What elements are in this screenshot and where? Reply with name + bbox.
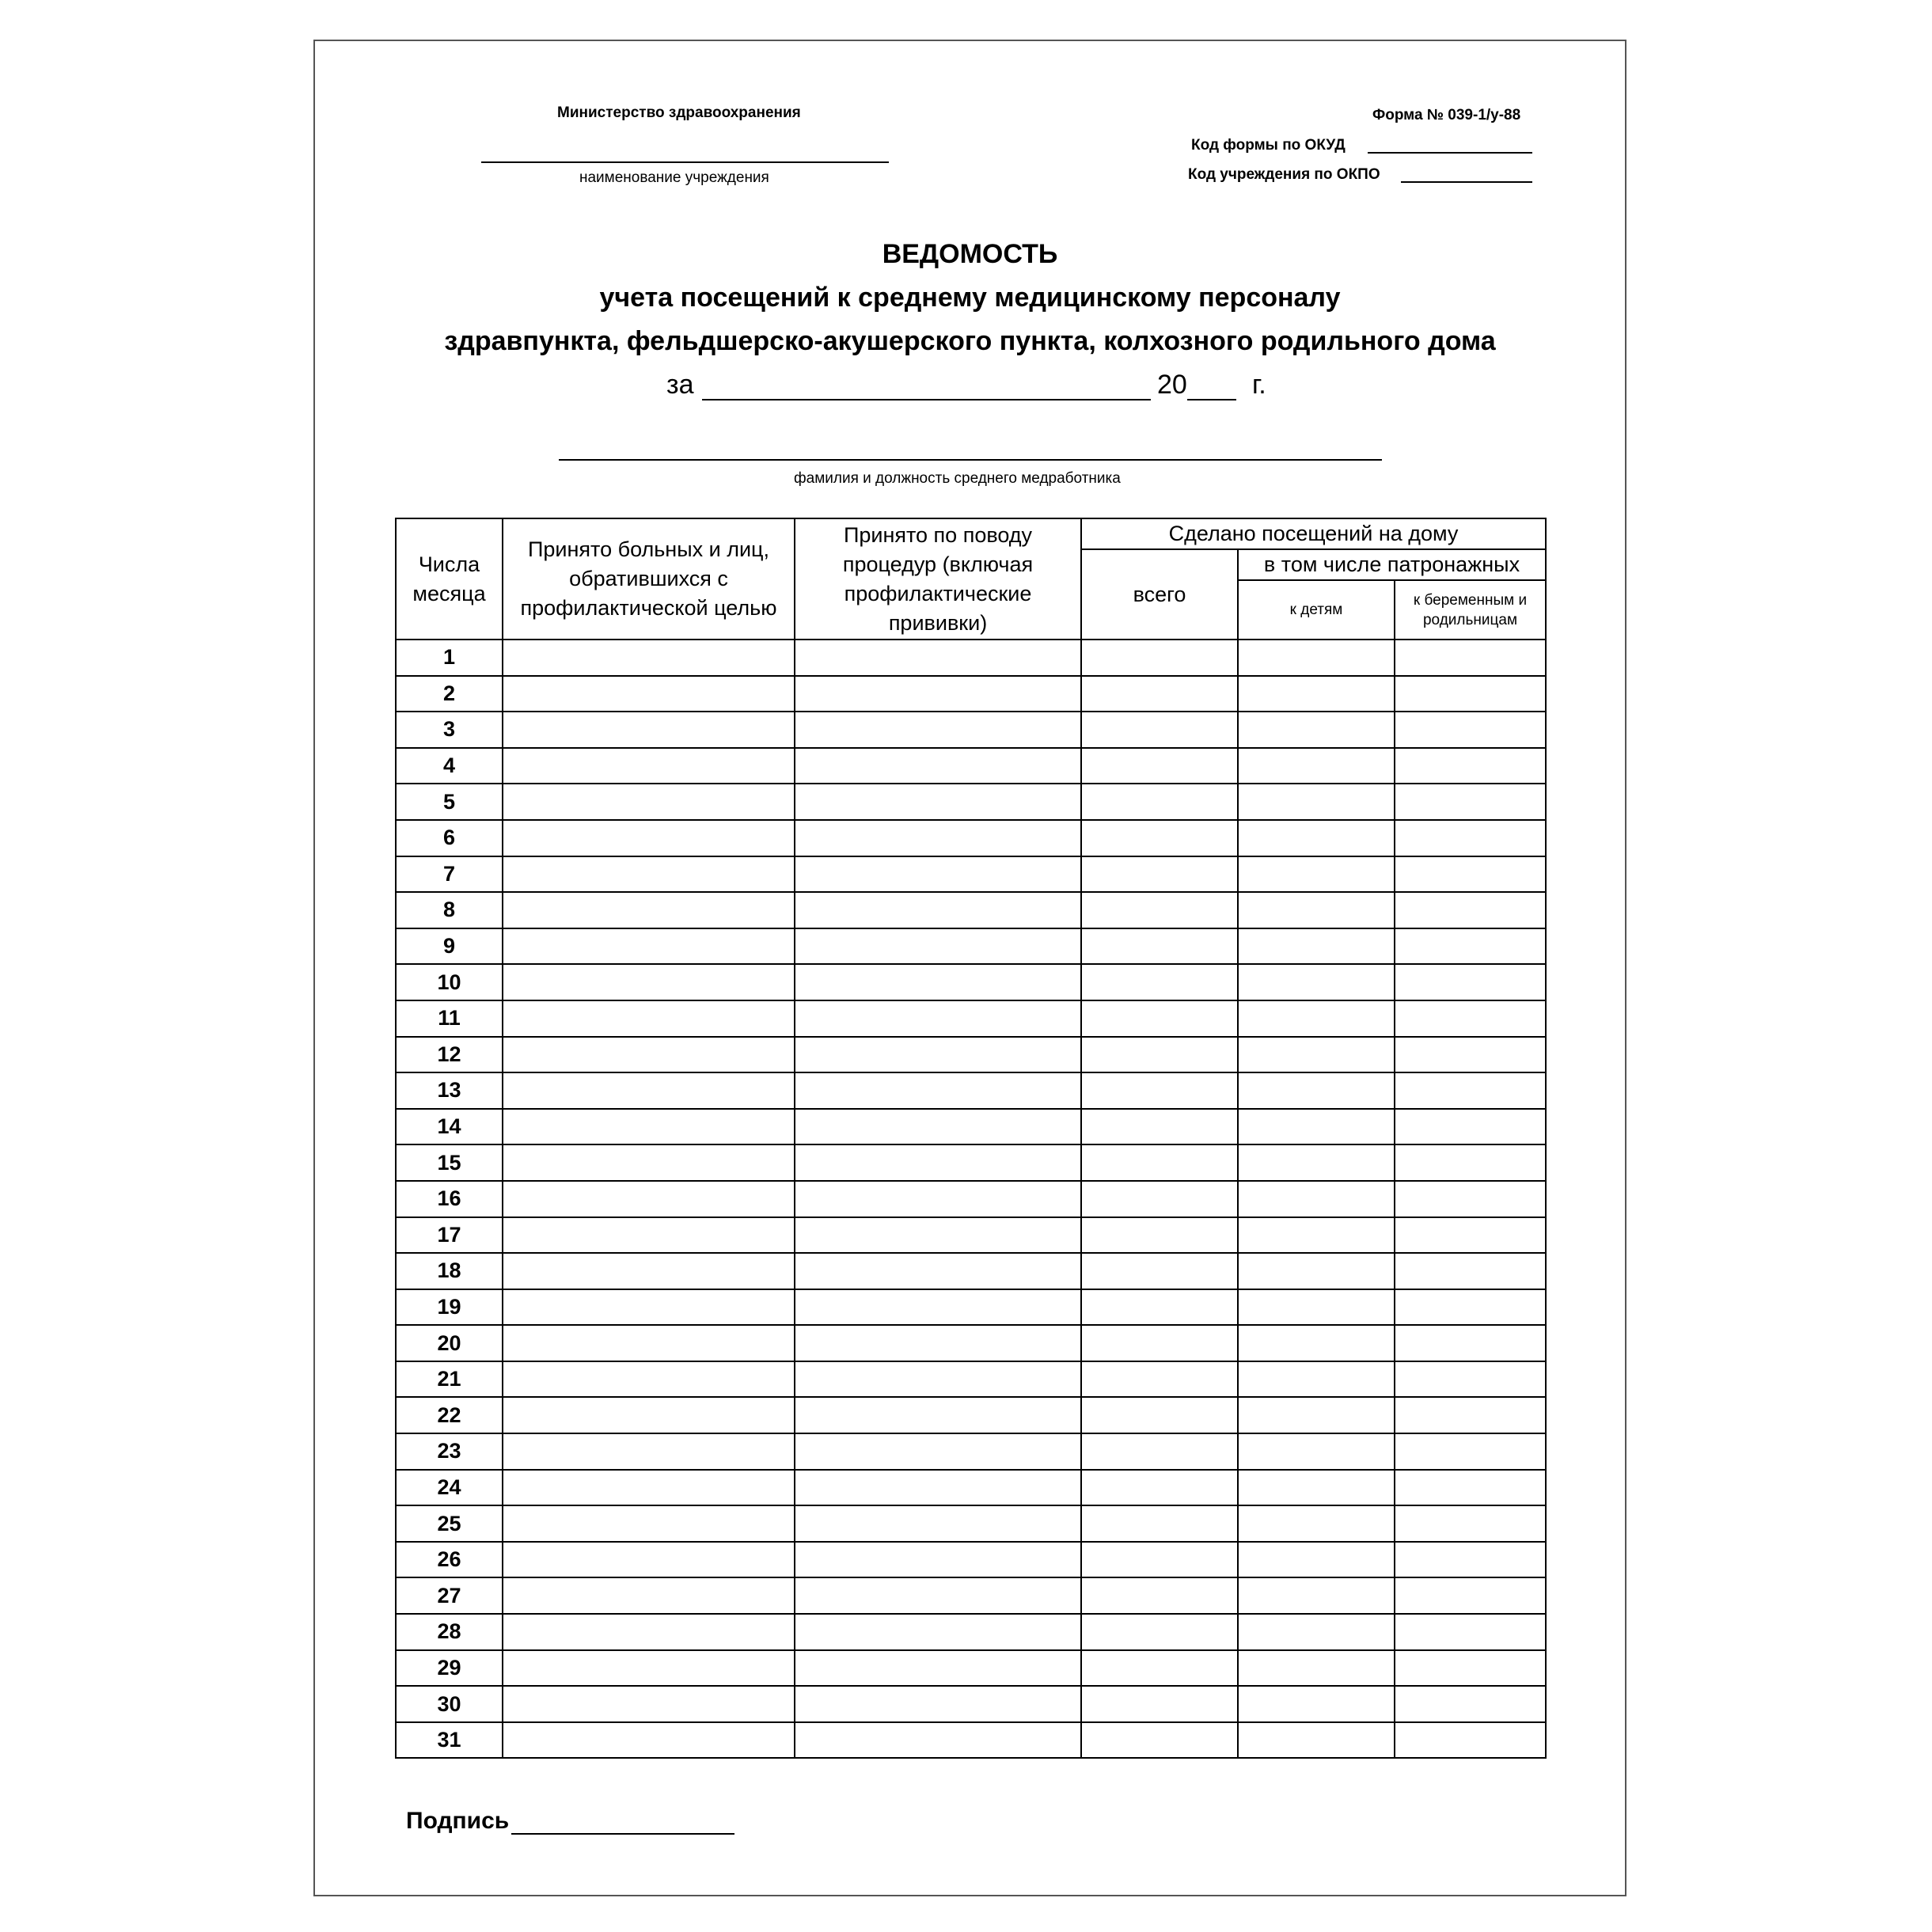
day-number: 8: [396, 892, 503, 928]
procedures-cell[interactable]: [795, 1361, 1081, 1398]
signature-label: Подпись: [406, 1808, 510, 1834]
pregnant-visits-cell[interactable]: [1395, 748, 1546, 784]
total-visits-cell[interactable]: [1081, 1072, 1238, 1109]
patients-cell[interactable]: [503, 1289, 795, 1326]
patients-cell[interactable]: [503, 1217, 795, 1254]
table-row: [396, 1253, 1546, 1289]
table-row: [396, 1614, 1546, 1650]
table-row: [396, 1000, 1546, 1037]
table-row: [396, 1650, 1546, 1687]
children-visits-cell[interactable]: [1238, 1614, 1395, 1650]
pregnant-visits-cell[interactable]: [1395, 1577, 1546, 1614]
pregnant-visits-cell[interactable]: [1395, 928, 1546, 965]
children-visits-cell[interactable]: [1238, 1325, 1395, 1361]
children-visits-cell[interactable]: [1238, 1217, 1395, 1254]
document-subtitle-line2: здравпункта, фельдшерско-акушерского пункта, колхозного родильного дома: [444, 326, 1496, 356]
pregnant-visits-cell[interactable]: [1395, 1109, 1546, 1145]
patients-cell[interactable]: [503, 892, 795, 928]
header-pregnant: к беременным и родильницам: [1395, 580, 1546, 640]
pregnant-visits-cell[interactable]: [1395, 1325, 1546, 1361]
procedures-cell[interactable]: [795, 1722, 1081, 1759]
pregnant-visits-cell[interactable]: [1395, 1000, 1546, 1037]
children-visits-cell[interactable]: [1238, 964, 1395, 1000]
signature-line[interactable]: [511, 1833, 734, 1835]
day-number: 12: [396, 1037, 503, 1073]
pregnant-visits-cell[interactable]: [1395, 1614, 1546, 1650]
patients-cell[interactable]: [503, 1109, 795, 1145]
total-visits-cell[interactable]: [1081, 1542, 1238, 1578]
okud-code-line[interactable]: [1368, 152, 1532, 154]
day-number: 22: [396, 1397, 503, 1433]
patients-cell[interactable]: [503, 1037, 795, 1073]
patients-cell[interactable]: [503, 1577, 795, 1614]
total-visits-cell[interactable]: [1081, 1577, 1238, 1614]
pregnant-visits-cell[interactable]: [1395, 820, 1546, 856]
patients-cell[interactable]: [503, 964, 795, 1000]
children-visits-cell[interactable]: [1238, 1722, 1395, 1759]
day-number: 14: [396, 1109, 503, 1145]
total-visits-cell[interactable]: [1081, 964, 1238, 1000]
total-visits-cell[interactable]: [1081, 1144, 1238, 1181]
table-row: [396, 928, 1546, 965]
day-number: 10: [396, 964, 503, 1000]
children-visits-cell[interactable]: [1238, 1433, 1395, 1470]
procedures-cell[interactable]: [795, 640, 1081, 676]
total-visits-cell[interactable]: [1081, 928, 1238, 965]
procedures-cell[interactable]: [795, 856, 1081, 893]
pregnant-visits-cell[interactable]: [1395, 1144, 1546, 1181]
patients-cell[interactable]: [503, 1542, 795, 1578]
table-row: [396, 1505, 1546, 1542]
visits-table: [395, 518, 1547, 1759]
pregnant-visits-cell[interactable]: [1395, 640, 1546, 676]
children-visits-cell[interactable]: [1238, 1686, 1395, 1722]
day-number: 30: [396, 1686, 503, 1722]
patients-cell[interactable]: [503, 856, 795, 893]
patients-cell[interactable]: [503, 1325, 795, 1361]
procedures-cell[interactable]: [795, 748, 1081, 784]
patients-cell[interactable]: [503, 1361, 795, 1398]
okud-label: Код формы по ОКУД: [1191, 137, 1346, 154]
patients-cell[interactable]: [503, 1722, 795, 1759]
children-visits-cell[interactable]: [1238, 1072, 1395, 1109]
form-page: [313, 40, 1626, 1896]
day-number: 18: [396, 1253, 503, 1289]
table-row: [396, 1144, 1546, 1181]
year-line[interactable]: [1187, 399, 1236, 400]
procedures-cell[interactable]: [795, 1109, 1081, 1145]
patients-cell[interactable]: [503, 1650, 795, 1687]
children-visits-cell[interactable]: [1238, 856, 1395, 893]
total-visits-cell[interactable]: [1081, 1000, 1238, 1037]
day-number: 3: [396, 712, 503, 748]
header-procedures: Принято по поводу процедур (включая профилактические прививки): [795, 518, 1081, 640]
ministry-label: Министерство здравоохранения: [557, 104, 801, 121]
form-number: Форма № 039-1/у-88: [1372, 107, 1521, 123]
children-visits-cell[interactable]: [1238, 1361, 1395, 1398]
pregnant-visits-cell[interactable]: [1395, 1253, 1546, 1289]
header-patronage: в том числе патронажных: [1238, 549, 1546, 580]
children-visits-cell[interactable]: [1238, 676, 1395, 712]
patients-cell[interactable]: [503, 640, 795, 676]
header-patients: Принято больных и лиц, обратившихся с профилактической целью: [503, 518, 795, 640]
pregnant-visits-cell[interactable]: [1395, 964, 1546, 1000]
table-row: [396, 1686, 1546, 1722]
total-visits-cell[interactable]: [1081, 1289, 1238, 1326]
patients-cell[interactable]: [503, 1397, 795, 1433]
total-visits-cell[interactable]: [1081, 1325, 1238, 1361]
table-row: [396, 892, 1546, 928]
patients-cell[interactable]: [503, 928, 795, 965]
children-visits-cell[interactable]: [1238, 1650, 1395, 1687]
table-row: [396, 1577, 1546, 1614]
day-number: 24: [396, 1470, 503, 1506]
day-number: 27: [396, 1577, 503, 1614]
patients-cell[interactable]: [503, 1686, 795, 1722]
day-number: 25: [396, 1505, 503, 1542]
day-number: 4: [396, 748, 503, 784]
day-number: 9: [396, 928, 503, 965]
day-number: 5: [396, 784, 503, 820]
procedures-cell[interactable]: [795, 1505, 1081, 1542]
procedures-cell[interactable]: [795, 892, 1081, 928]
total-visits-cell[interactable]: [1081, 1614, 1238, 1650]
procedures-cell[interactable]: [795, 1072, 1081, 1109]
patients-cell[interactable]: [503, 1505, 795, 1542]
header-home-visits: Сделано посещений на дому: [1081, 518, 1546, 549]
procedures-cell[interactable]: [795, 1542, 1081, 1578]
procedures-cell[interactable]: [795, 1614, 1081, 1650]
table-row: [396, 1433, 1546, 1470]
total-visits-cell[interactable]: [1081, 1722, 1238, 1759]
day-number: 6: [396, 820, 503, 856]
patients-cell[interactable]: [503, 712, 795, 748]
pregnant-visits-cell[interactable]: [1395, 712, 1546, 748]
table-row: [396, 784, 1546, 820]
table-row: [396, 640, 1546, 676]
procedures-cell[interactable]: [795, 784, 1081, 820]
day-number: 16: [396, 1181, 503, 1217]
total-visits-cell[interactable]: [1081, 892, 1238, 928]
worker-name-line[interactable]: [559, 459, 1382, 461]
children-visits-cell[interactable]: [1238, 1000, 1395, 1037]
pregnant-visits-cell[interactable]: [1395, 1470, 1546, 1506]
header-children: к детям: [1238, 580, 1395, 640]
pregnant-visits-cell[interactable]: [1395, 1289, 1546, 1326]
procedures-cell[interactable]: [795, 1470, 1081, 1506]
day-number: 2: [396, 676, 503, 712]
header-total: всего: [1081, 549, 1238, 640]
day-number: 31: [396, 1722, 503, 1759]
children-visits-cell[interactable]: [1238, 1037, 1395, 1073]
patients-cell[interactable]: [503, 1253, 795, 1289]
table-row: [396, 1109, 1546, 1145]
total-visits-cell[interactable]: [1081, 748, 1238, 784]
table-row: [396, 1289, 1546, 1326]
children-visits-cell[interactable]: [1238, 1289, 1395, 1326]
total-visits-cell[interactable]: [1081, 1433, 1238, 1470]
total-visits-cell[interactable]: [1081, 784, 1238, 820]
table-row: [396, 1325, 1546, 1361]
pregnant-visits-cell[interactable]: [1395, 1181, 1546, 1217]
year-suffix: г.: [1252, 370, 1266, 400]
pregnant-visits-cell[interactable]: [1395, 1542, 1546, 1578]
patients-cell[interactable]: [503, 1000, 795, 1037]
procedures-cell[interactable]: [795, 1397, 1081, 1433]
institution-caption: наименование учреждения: [579, 169, 769, 186]
procedures-cell[interactable]: [795, 1650, 1081, 1687]
procedures-cell[interactable]: [795, 1577, 1081, 1614]
total-visits-cell[interactable]: [1081, 1109, 1238, 1145]
children-visits-cell[interactable]: [1238, 1144, 1395, 1181]
procedures-cell[interactable]: [795, 1289, 1081, 1326]
day-number: 1: [396, 640, 503, 676]
year-prefix: 20: [1157, 370, 1187, 400]
total-visits-cell[interactable]: [1081, 1217, 1238, 1254]
period-month-line[interactable]: [702, 399, 1151, 400]
patients-cell[interactable]: [503, 676, 795, 712]
table-row: [396, 1217, 1546, 1254]
pregnant-visits-cell[interactable]: [1395, 1650, 1546, 1687]
total-visits-cell[interactable]: [1081, 640, 1238, 676]
procedures-cell[interactable]: [795, 820, 1081, 856]
period-prefix: за: [666, 370, 694, 400]
document-title: ВЕДОМОСТЬ: [882, 239, 1058, 269]
patients-cell[interactable]: [503, 1072, 795, 1109]
table-row: [396, 748, 1546, 784]
pregnant-visits-cell[interactable]: [1395, 1722, 1546, 1759]
day-number: 28: [396, 1614, 503, 1650]
pregnant-visits-cell[interactable]: [1395, 1037, 1546, 1073]
day-number: 21: [396, 1361, 503, 1398]
day-number: 19: [396, 1289, 503, 1326]
children-visits-cell[interactable]: [1238, 640, 1395, 676]
pregnant-visits-cell[interactable]: [1395, 676, 1546, 712]
total-visits-cell[interactable]: [1081, 1650, 1238, 1687]
patients-cell[interactable]: [503, 1144, 795, 1181]
total-visits-cell[interactable]: [1081, 676, 1238, 712]
table-body: [396, 640, 1546, 1758]
patients-cell[interactable]: [503, 748, 795, 784]
children-visits-cell[interactable]: [1238, 928, 1395, 965]
day-number: 11: [396, 1000, 503, 1037]
day-number: 7: [396, 856, 503, 893]
procedures-cell[interactable]: [795, 1325, 1081, 1361]
pregnant-visits-cell[interactable]: [1395, 1433, 1546, 1470]
document-subtitle-line1: учета посещений к среднему медицинскому персоналу: [599, 283, 1341, 313]
total-visits-cell[interactable]: [1081, 1397, 1238, 1433]
procedures-cell[interactable]: [795, 1144, 1081, 1181]
pregnant-visits-cell[interactable]: [1395, 1686, 1546, 1722]
children-visits-cell[interactable]: [1238, 1181, 1395, 1217]
children-visits-cell[interactable]: [1238, 1397, 1395, 1433]
table-row: [396, 1037, 1546, 1073]
procedures-cell[interactable]: [795, 964, 1081, 1000]
table-row: [396, 1072, 1546, 1109]
pregnant-visits-cell[interactable]: [1395, 1505, 1546, 1542]
children-visits-cell[interactable]: [1238, 1109, 1395, 1145]
pregnant-visits-cell[interactable]: [1395, 1072, 1546, 1109]
total-visits-cell[interactable]: [1081, 1253, 1238, 1289]
children-visits-cell[interactable]: [1238, 784, 1395, 820]
children-visits-cell[interactable]: [1238, 892, 1395, 928]
patients-cell[interactable]: [503, 1181, 795, 1217]
day-number: 23: [396, 1433, 503, 1470]
pregnant-visits-cell[interactable]: [1395, 892, 1546, 928]
total-visits-cell[interactable]: [1081, 712, 1238, 748]
procedures-cell[interactable]: [795, 712, 1081, 748]
day-number: 15: [396, 1144, 503, 1181]
pregnant-visits-cell[interactable]: [1395, 856, 1546, 893]
signature-row: [406, 1808, 509, 1835]
day-number: 20: [396, 1325, 503, 1361]
procedures-cell[interactable]: [795, 1181, 1081, 1217]
table-row: [396, 820, 1546, 856]
table-row: [396, 1470, 1546, 1506]
table-row: [396, 1181, 1546, 1217]
day-number: 29: [396, 1650, 503, 1687]
total-visits-cell[interactable]: [1081, 820, 1238, 856]
day-number: 13: [396, 1072, 503, 1109]
total-visits-cell[interactable]: [1081, 856, 1238, 893]
table-row: [396, 856, 1546, 893]
children-visits-cell[interactable]: [1238, 820, 1395, 856]
day-number: 26: [396, 1542, 503, 1578]
total-visits-cell[interactable]: [1081, 1181, 1238, 1217]
table-row: [396, 964, 1546, 1000]
table-row: [396, 1722, 1546, 1759]
pregnant-visits-cell[interactable]: [1395, 1217, 1546, 1254]
patients-cell[interactable]: [503, 1433, 795, 1470]
children-visits-cell[interactable]: [1238, 1577, 1395, 1614]
pregnant-visits-cell[interactable]: [1395, 1397, 1546, 1433]
total-visits-cell[interactable]: [1081, 1470, 1238, 1506]
patients-cell[interactable]: [503, 1614, 795, 1650]
patients-cell[interactable]: [503, 784, 795, 820]
procedures-cell[interactable]: [795, 1686, 1081, 1722]
day-number: 17: [396, 1217, 503, 1254]
patients-cell[interactable]: [503, 820, 795, 856]
procedures-cell[interactable]: [795, 928, 1081, 965]
children-visits-cell[interactable]: [1238, 712, 1395, 748]
total-visits-cell[interactable]: [1081, 1037, 1238, 1073]
okpo-label: Код учреждения по ОКПО: [1188, 166, 1380, 183]
institution-name-line[interactable]: [481, 161, 889, 163]
children-visits-cell[interactable]: [1238, 1505, 1395, 1542]
total-visits-cell[interactable]: [1081, 1505, 1238, 1542]
procedures-cell[interactable]: [795, 1253, 1081, 1289]
table-row: [396, 712, 1546, 748]
procedures-cell[interactable]: [795, 1217, 1081, 1254]
pregnant-visits-cell[interactable]: [1395, 1361, 1546, 1398]
header-day: Числа месяца: [396, 518, 503, 640]
worker-caption: фамилия и должность среднего медработника: [794, 470, 1121, 487]
children-visits-cell[interactable]: [1238, 748, 1395, 784]
procedures-cell[interactable]: [795, 1433, 1081, 1470]
okpo-code-line[interactable]: [1401, 181, 1532, 183]
table-row: [396, 1397, 1546, 1433]
total-visits-cell[interactable]: [1081, 1686, 1238, 1722]
children-visits-cell[interactable]: [1238, 1470, 1395, 1506]
total-visits-cell[interactable]: [1081, 1361, 1238, 1398]
children-visits-cell[interactable]: [1238, 1542, 1395, 1578]
procedures-cell[interactable]: [795, 1037, 1081, 1073]
pregnant-visits-cell[interactable]: [1395, 784, 1546, 820]
table-row: [396, 676, 1546, 712]
table-row: [396, 1542, 1546, 1578]
table-row: [396, 1361, 1546, 1398]
patients-cell[interactable]: [503, 1470, 795, 1506]
children-visits-cell[interactable]: [1238, 1253, 1395, 1289]
procedures-cell[interactable]: [795, 1000, 1081, 1037]
procedures-cell[interactable]: [795, 676, 1081, 712]
